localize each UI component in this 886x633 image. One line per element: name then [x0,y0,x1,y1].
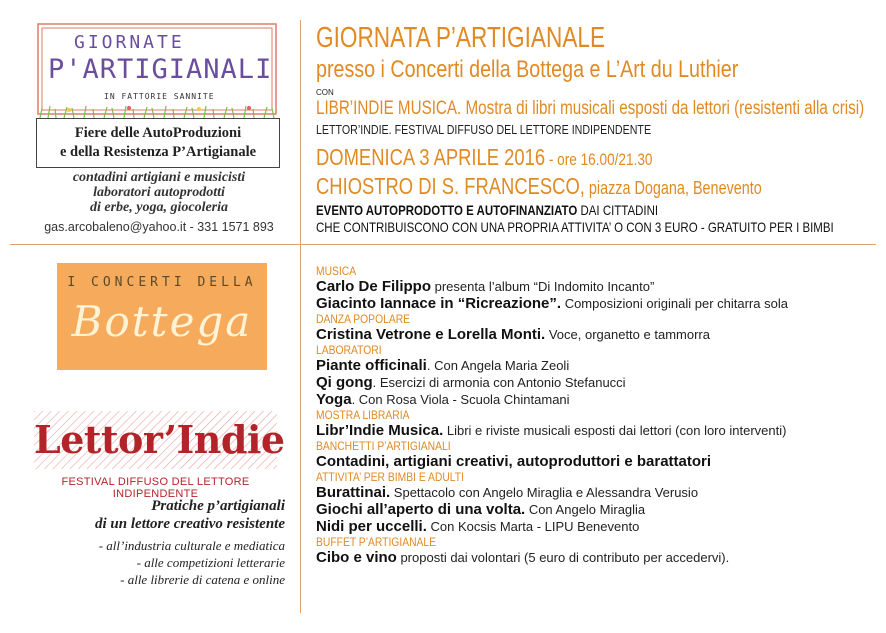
contact-info: gas.arcobaleno@yahoo.it - 331 1571 893 [44,220,274,234]
lettorindie-headline: LETTOR’INDIE. FESTIVAL DIFFUSO DEL LETTORE INDIPENDENTE [316,122,652,137]
lettorindie-logo-subtitle: FESTIVAL DIFFUSO DEL LETTORE INDIPENDENTE [61,476,250,500]
logo-text-partigianali: P'ARTIGIANALI [48,54,273,85]
program-item [316,391,876,408]
pratiche-line1: Pratiche p’artigianali [151,498,285,514]
program-category: DANZA POPOLARE [316,312,411,326]
fiere-box [36,118,280,168]
program-item [316,549,876,566]
pratiche-line2: di un lettore creativo resistente [95,516,285,532]
program-item [316,484,876,501]
program-category: BANCHETTI P’ARTIGIANALI [316,439,451,453]
program-category: MOSTRA LIBRARIA [316,408,410,422]
program-item-title: Yoga [316,391,352,408]
program-item-detail: . Con Rosa Viola - Scuola Chintamani [351,392,570,407]
program-item [316,295,876,312]
program-item-title: Giacinto Iannace in “Ricreazione”. [316,295,562,312]
program-item-detail: Composizioni originali per chitarra sola [561,296,788,311]
activities-line2: laboratori autoprodotti [93,185,225,200]
program-item-title: Cibo e vino [316,549,397,566]
concerti-logo [57,263,267,370]
program-item-detail: presenta l’album “Di Indomito Incanto” [431,279,655,294]
program-item-title: Giochi all’aperto di una volta. [316,501,526,518]
program-category: MUSICA [316,264,357,278]
activities-text [30,170,288,215]
program-item-title: Cristina Vetrone e Lorella Monti. [316,326,546,343]
program-category: ATTIVITA’ PER BIMBI E ADULTI [316,470,464,484]
concerti-bottega-text: Bottega [71,297,253,346]
logo-text-giornate: GIORNATE [74,32,185,53]
program-category: BUFFET P’ARTIGIANALE [316,535,437,549]
program-item-detail: Voce, organetto e tammorra [545,327,710,342]
evento-line1 [316,202,658,218]
concerti-top-text: I CONCERTI DELLA [67,275,257,290]
giornate-logo [34,20,282,128]
program-item-title: Piante officinali [316,357,427,374]
program-item-detail: . Esercizi di armonia con Antonio Stefanucci [372,375,626,390]
program-item-title: Burattinai. [316,484,391,501]
pratiche-item: - alle competizioni letterarie [136,555,285,570]
event-place [316,173,762,200]
page-subtitle: presso i Concerti della Bottega e L’Art du Luthier [316,56,739,83]
logo-text-fattorie: IN FATTORIE SANNITE [104,92,215,101]
pratiche-item: - alle librerie di catena e online [120,572,285,587]
evento-bold: EVENTO AUTOPRODOTTO E AUTOFINANZIATO [316,202,578,218]
program-item-title: Carlo De Filippo [316,278,432,295]
program-item [316,501,876,518]
program-item-detail: . Con Angela Maria Zeoli [426,358,570,373]
con-label: CON [316,88,334,97]
pratiche-list [40,537,285,588]
event-place-address: piazza Dogana, Benevento [584,178,762,198]
program-item [316,422,876,439]
program-item-title: Nidi per uccelli. [316,518,427,535]
program-item [316,326,876,343]
pratiche-item: - all’industria culturale e mediatica [98,538,285,553]
event-time: - ore 16.00/21.30 [545,150,653,169]
fiere-line1: Fiere delle AutoProduzioni [74,125,242,141]
program-item-title: Libr’Indie Musica. [316,422,444,439]
evento-line2: CHE CONTRIBUISCONO CON UNA PROPRIA ATTIVITA’ O CON 3 EURO - GRATUITO PER I BIMBI [316,219,834,235]
program-item-detail: Con Kocsis Marta - LIPU Benevento [426,519,640,534]
horizontal-divider [10,244,876,245]
event-date-main: DOMENICA 3 APRILE 2016 [316,144,546,170]
activities-line1: contadini artigiani e musicisti [72,170,246,185]
program-item [316,518,876,535]
program-item [316,278,876,295]
fiere-line2: e della Resistenza P’Artigianale [59,144,257,160]
program-item-detail: Libri e riviste musicali esposti dai lettori (con loro interventi) [443,423,787,438]
event-date [316,144,652,171]
program-item-detail: Con Angelo Miraglia [525,502,646,517]
vertical-divider [300,20,301,613]
program-item [316,357,876,374]
program-item [316,374,876,391]
lettorindie-logo-title: Lettor’Indie [34,417,285,462]
program-item-detail: Spettacolo con Angelo Miraglia e Alessandra Verusio [390,485,699,500]
evento-rest: DAI CITTADINI [577,202,659,218]
program-category: LABORATORI [316,343,382,357]
event-place-main: CHIOSTRO DI S. FRANCESCO, [316,173,585,199]
pratiche-heading [40,497,285,533]
program-item [316,453,876,470]
program-list [316,264,876,566]
program-item-title: Qi gong [316,374,373,391]
activities-line3: di erbe, yoga, giocoleria [89,200,229,215]
program-item-detail: proposti dai volontari (5 euro di contributo per accedervi). [396,550,730,565]
librindie-headline: LIBR’INDIE MUSICA. Mostra di libri musicali esposti da lettori (resistenti alla crisi) [316,98,865,119]
program-item-title: Contadini, artigiani creativi, autoproduttori e barattatori [316,453,712,470]
page-title: GIORNATA P’ARTIGIANALE [316,22,606,54]
